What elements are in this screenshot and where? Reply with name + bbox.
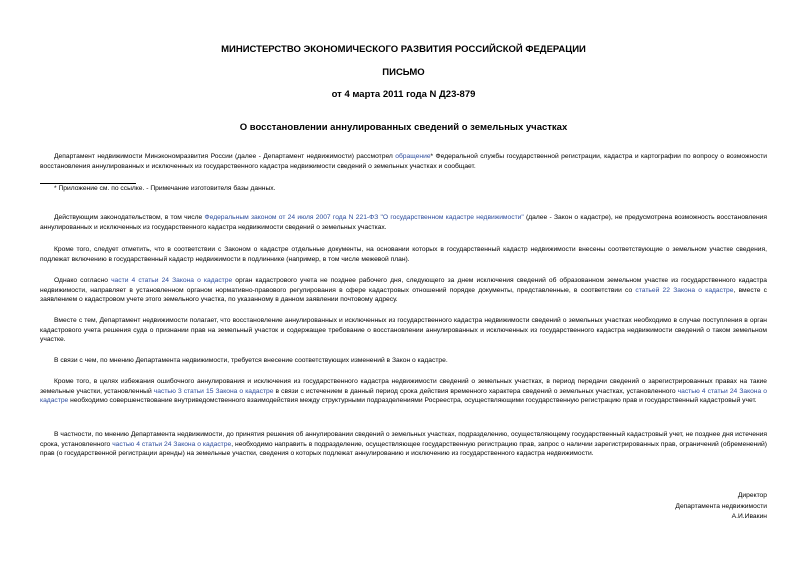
signature-title: Директор <box>737 492 767 499</box>
appeal-link[interactable]: обращение <box>395 153 431 160</box>
paragraph-8 <box>40 430 767 459</box>
signature-name: А.И.Ивакин <box>731 513 767 520</box>
paragraph-1-text-b: * Федеральной службы государственной регистрации, кадастра и картографии по вопросу о возможности восстановления аннулированных и исключенных из государственного кадастра недвижимости сведений о земельных участках и сообщает. <box>40 153 767 170</box>
document-date-number: от 4 марта 2011 года N Д23-879 <box>331 89 476 100</box>
paragraph-4 <box>40 276 767 305</box>
federal-law-link[interactable]: Федеральным законом от 24 июля 2007 года N 221-ФЗ "О государственном кадастре недвижимости" <box>204 214 524 221</box>
paragraph-1 <box>40 152 767 171</box>
paragraph-7-text-c: необходимо совершенствование внутриведомственного взаимодействия между структурными подразделениями Росреестра, осуществляющими государственную регистрацию прав и государственный кадастровый учет. <box>68 397 757 404</box>
paragraph-2 <box>40 213 767 232</box>
paragraph-2-text-b: (далее - Закон о кадастре), не предусмотрена возможность восстановления аннулированных и исключенных из государственного кадастра недвижимости сведений о земельных участках. <box>40 214 768 231</box>
signature-department: Департамента недвижимости <box>675 502 767 510</box>
paragraph-7-text-a: Кроме того, в целях избежания ошибочного аннулирования и исключения из государственного кадастра недвижимости сведений о земельных участках, в период передачи сведений о зарегистрированных правах на такие земельные участки, установленный <box>40 378 767 395</box>
paragraph-4-text-c: , вместе с заявлением о кадастровом учете этого земельного участка, по указанному в данном заявлении почтовому адресу. <box>40 286 767 303</box>
paragraph-3: Кроме того, следует отметить, что в соответствии с Законом о кадастре отдельные документы, на основании которых в государственный кадастр недвижимости внесены соответствующие о земельном участке сведения, подлежат включению в государственный кадастр недвижимости в подлиннике (например, в том числе межевой план). <box>40 246 767 263</box>
paragraph-7-text-b: в связи с истечением в данный период срока действия временного характера сведений о земельных участках, установленного <box>273 387 678 395</box>
article-22-link[interactable]: статьей 22 Закона о кадастре <box>635 286 734 294</box>
footnote: * Приложение см. по ссылке. - Примечание изготовителя базы данных. <box>54 185 276 192</box>
document-subject: О восстановлении аннулированных сведений о земельных участках <box>239 122 568 133</box>
article-24-part-4-link[interactable]: части 4 статьи 24 Закона о кадастре <box>111 277 233 284</box>
paragraph-8-text-a: В частности, по мнению Департамента недвижимости, до принятия решения об аннулировании сведений о земельных участках, подразделению, осуществляющему государственный кадастровый учет, не позднее дня истечения срока, установленного <box>40 431 767 448</box>
paragraph-1-text-a: Департамент недвижимости Минэкономразвития России (далее - Департамент недвижимости) рассмотрел <box>54 153 396 160</box>
paragraph-4-text-a: Однако согласно <box>54 277 112 284</box>
paragraph-4-text-b: орган кадастрового учета не позднее рабочего дня, следующего за днем исключения сведений об образованном земельном участке из государственного кадастра недвижимости, направляет в установленном органом нормативно-правового регулирования в сфере кадастровых отношений порядке документы, представленные, в соответствии со <box>40 277 767 294</box>
paragraph-5: Вместе с тем, Департамент недвижимости полагает, что восстановление аннулированных и исключенных из государственного кадастра недвижимости сведений о земельных участках необходимо в случае поступления в орган кадастрового учета решения суда о признании прав на земельный участок и содержащее требование о восстановлении аннулированных и исключенных из государственного кадастра недвижимости сведений о таком земельном участке. <box>40 317 767 343</box>
paragraph-7 <box>40 377 767 406</box>
signature-block <box>675 491 767 523</box>
article-15-part-3-link[interactable]: частью 3 статьи 15 Закона о кадастре <box>153 387 274 395</box>
paragraph-8-text-b: , необходимо направить в подразделение, осуществляющее государственную регистрацию прав, запрос о наличии зарегистрированных прав, ограничений (обременений) прав (о государственной регистрации аренды) на земельные участки, сведения о которых подлежат аннулированию и исключению из государственного кадастра недвижимости. <box>40 440 768 457</box>
paragraph-2-text-a: Действующим законодательством, в том числе <box>54 214 205 221</box>
document-type: ПИСЬМО <box>382 67 425 78</box>
paragraph-6: В связи с чем, по мнению Департамента недвижимости, требуется внесение соответствующих изменений в Закон о кадастре. <box>54 357 448 364</box>
ministry-title: МИНИСТЕРСТВО ЭКОНОМИЧЕСКОГО РАЗВИТИЯ РОССИЙСКОЙ ФЕДЕРАЦИИ <box>221 44 586 55</box>
article-24-part-4-link-3[interactable]: частью 4 статьи 24 Закона о кадастре <box>112 440 232 448</box>
article-24-part-4-link-2[interactable]: частью 4 статьи 24 Закона о кадастре <box>40 387 767 404</box>
